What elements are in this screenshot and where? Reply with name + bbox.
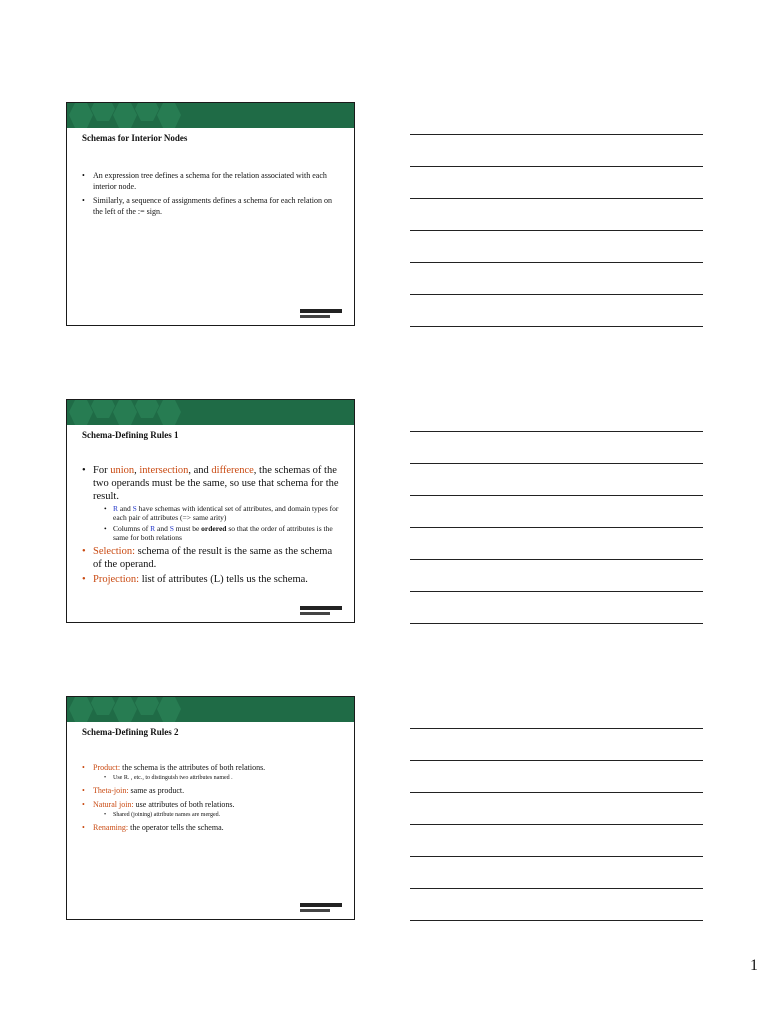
bullet-item: • Product: the schema is the attributes of both relations. • Use R. , etc., to distinguish two attributes named . xyxy=(82,762,339,782)
note-line xyxy=(410,230,703,231)
note-line xyxy=(410,591,703,592)
note-line xyxy=(410,463,703,464)
university-logo-icon xyxy=(300,903,342,914)
note-line xyxy=(410,728,703,729)
banner-hexagon-pattern xyxy=(67,103,354,128)
slide-title: Schemas for Interior Nodes xyxy=(82,133,188,143)
note-line xyxy=(410,888,703,889)
banner-hexagon-pattern xyxy=(67,400,354,425)
bullet-item: • Projection: list of attributes (L) tells us the schema. xyxy=(82,573,339,586)
bullet-item: • Renaming: the operator tells the schema. xyxy=(82,822,339,833)
slide-banner xyxy=(67,103,354,128)
bullet-item: • Natural join: use attributes of both relations. • Shared (joining) attribute names are merged. xyxy=(82,799,339,819)
banner-hexagon-pattern xyxy=(67,697,354,722)
slide-3 xyxy=(66,696,355,920)
slide-banner xyxy=(67,400,354,425)
bullet-item: • Selection: schema of the result is the same as the schema of the operand. xyxy=(82,545,339,571)
slide-body xyxy=(82,762,339,836)
slide-title: Schema-Defining Rules 2 xyxy=(82,727,179,737)
slide-2 xyxy=(66,399,355,623)
sub-bullet-item: • R and S have schemas with identical set of attributes, and domain types for each pair of attributes (=> same arity) xyxy=(104,504,339,522)
bullet-item: • Similarly, a sequence of assignments defines a schema for each relation on the left of the := sign. xyxy=(82,195,339,217)
sub-bullet-item: • Use R. , etc., to distinguish two attributes named . xyxy=(104,774,339,782)
slide-banner xyxy=(67,697,354,722)
note-line xyxy=(410,623,703,624)
note-line xyxy=(410,134,703,135)
slide-body xyxy=(82,170,339,220)
slide-body xyxy=(82,464,339,588)
bullet-item: • An expression tree defines a schema for the relation associated with each interior node. xyxy=(82,170,339,192)
note-line xyxy=(410,856,703,857)
note-line xyxy=(410,262,703,263)
university-logo-icon xyxy=(300,606,342,617)
sub-bullet-item: • Columns of R and S must be ordered so that the order of attributes is the same for both relations xyxy=(104,524,339,542)
bullet-item: • For union, intersection, and difference, the schemas of the two operands must be the same, so use that schema for the result. • R and S have schemas with identical set of attributes, and domain types for each pair of attributes (=> same arity) • Columns of R and S must be ordered so that the order of attributes is the same for both relations xyxy=(82,464,339,542)
bullet-item: • Theta-join: same as product. xyxy=(82,785,339,796)
note-line xyxy=(410,824,703,825)
note-line xyxy=(410,326,703,327)
note-line xyxy=(410,792,703,793)
note-line xyxy=(410,198,703,199)
note-line xyxy=(410,559,703,560)
note-line xyxy=(410,527,703,528)
note-line xyxy=(410,920,703,921)
university-logo-icon xyxy=(300,309,342,320)
note-line xyxy=(410,294,703,295)
sub-bullet-item: • Shared (joining) attribute names are merged. xyxy=(104,811,339,819)
slide-title: Schema-Defining Rules 1 xyxy=(82,430,179,440)
note-line xyxy=(410,495,703,496)
note-line xyxy=(410,166,703,167)
page-number: 1 xyxy=(750,957,758,974)
note-line xyxy=(410,760,703,761)
slide-1 xyxy=(66,102,355,326)
note-line xyxy=(410,431,703,432)
